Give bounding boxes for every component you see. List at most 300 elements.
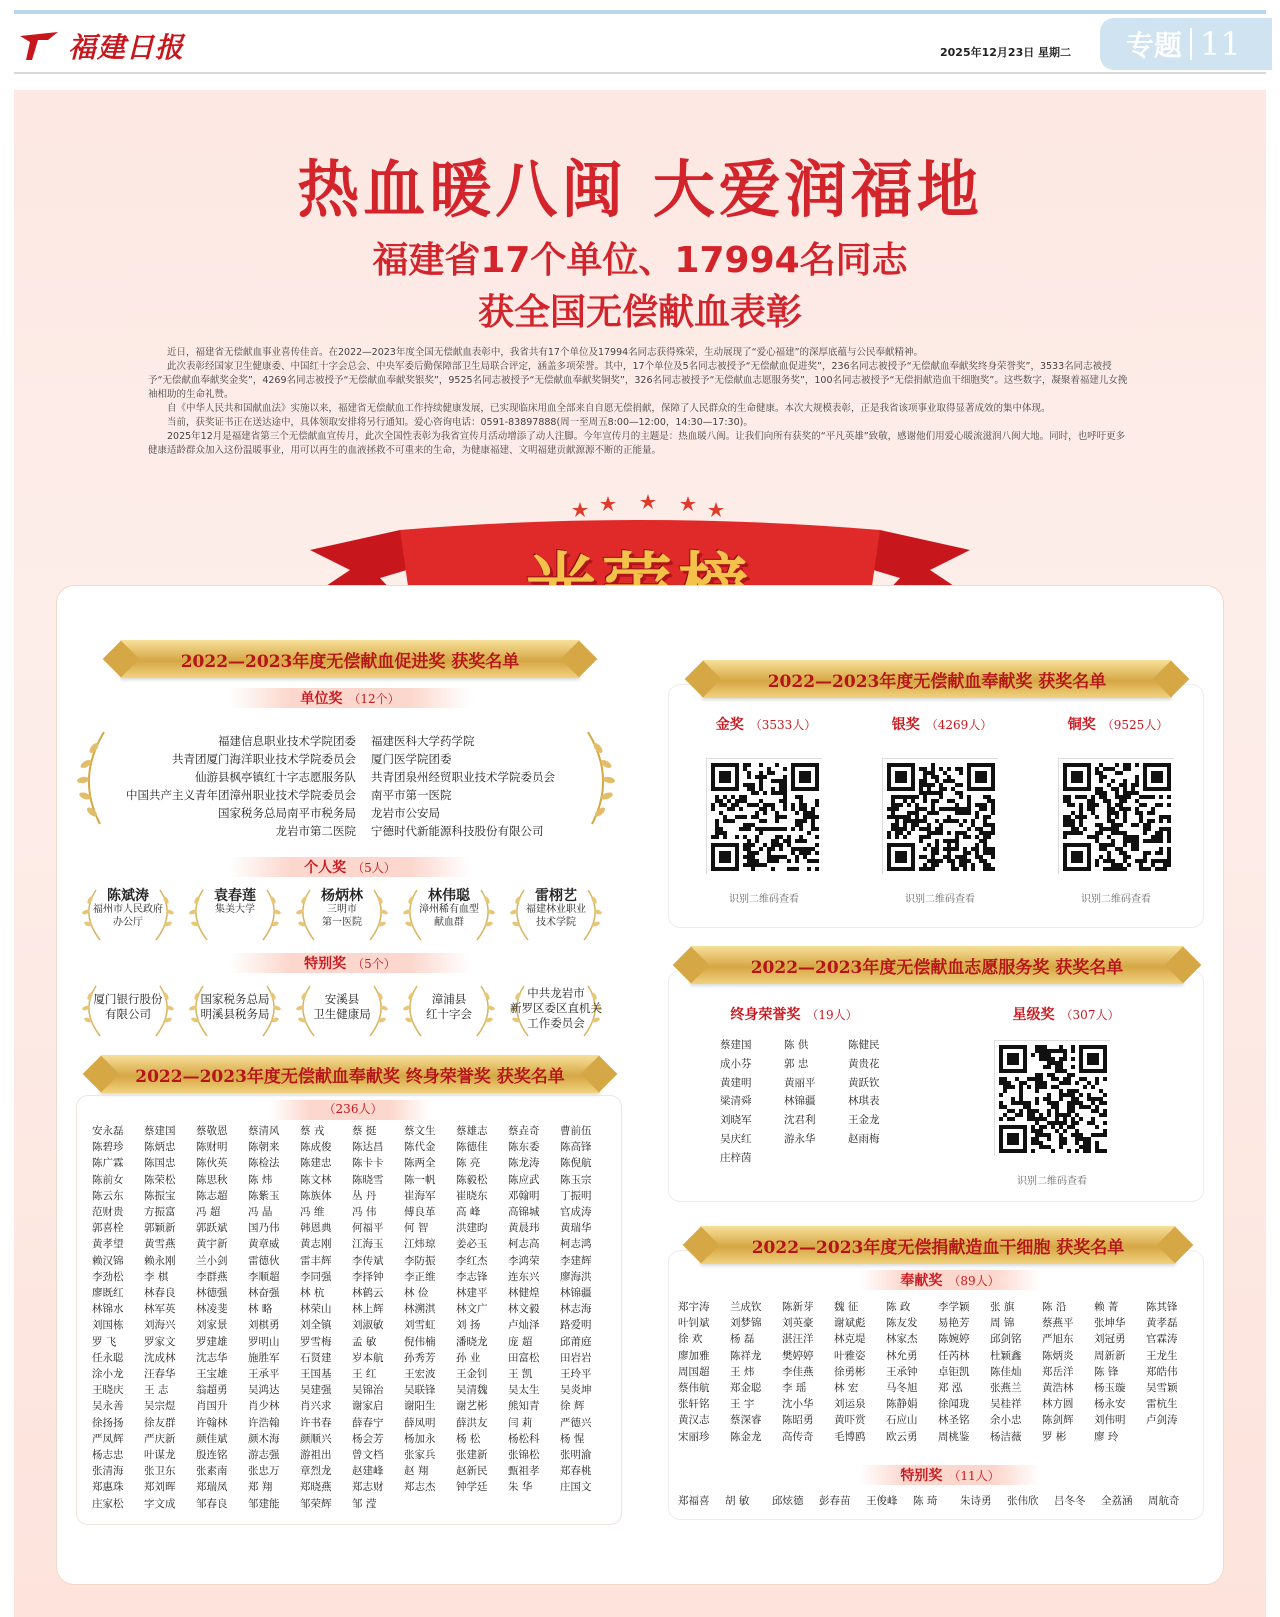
newspaper-logo (18, 26, 184, 66)
honoree-name: 徐闻珑 (938, 1398, 970, 1411)
honoree-name: 翁超勇 (196, 1384, 228, 1397)
honoree-name: 游志强 (248, 1449, 280, 1462)
honoree-name: 赵 翔 (404, 1465, 429, 1478)
honoree-name: 张轩铭 (678, 1398, 710, 1411)
honoree-name: 李佳燕 (782, 1365, 814, 1378)
honoree-name: 陈思秋 (196, 1173, 228, 1186)
honoree-name: 罗明山 (248, 1335, 280, 1348)
honoree-name: 郑晓燕 (300, 1481, 332, 1494)
honoree-name: 蔡建国 (720, 1039, 752, 1051)
honoree-name: 冯 伟 (352, 1206, 377, 1219)
honoree-name: 许浩翰 (248, 1416, 280, 1429)
honoree-name: 范财贵 (92, 1206, 124, 1219)
honoree-name: 田富松 (508, 1351, 540, 1364)
special-award-line: 国家税务总局 (200, 992, 270, 1006)
silver-award-count: （4269人） (925, 718, 993, 732)
honoree-name: 周国超 (678, 1365, 710, 1378)
honoree-name: 黄瑞华 (560, 1222, 592, 1235)
unit-award-item: 龙岩市第二医院 (275, 824, 356, 838)
gold-award-qr-code[interactable] (706, 758, 822, 874)
lifetime-honor-count: （236人） (323, 1102, 383, 1116)
honoree-name: 陈荣松 (144, 1173, 176, 1186)
intro-paragraph: 当前，获奖证书正在送达途中，具体领取安排将另行通知。爱心咨询电话：0591-83897888(周一至周五8:00—12:00，14:30—17:30)。 (167, 417, 753, 428)
honoree-name: 陈佳灿 (990, 1365, 1022, 1378)
unit-award-count: （12个） (348, 692, 400, 706)
awardee-name: 陈斌涛 (107, 888, 149, 904)
honoree-name: 石应山 (886, 1414, 918, 1427)
honoree-name: 陈毅松 (456, 1173, 488, 1186)
honoree-name: 丁振明 (560, 1189, 592, 1202)
silver-award-title (862, 714, 1022, 734)
honoree-name: 陈静娟 (886, 1398, 918, 1411)
personal-award-item (292, 884, 392, 944)
honoree-name: 郑宇涛 (678, 1301, 710, 1313)
honoree-name: 林锦疆 (784, 1095, 816, 1108)
honoree-name: 陈财明 (196, 1141, 228, 1154)
gold-award-title (686, 714, 846, 734)
intro-paragraph: 自《中华人民共和国献血法》实施以来，福建省无偿献血工作持续健康发展，已实现临床用血全部来自自愿无偿捐献，保障了人民群众的生命健康。本次大规模表彰，正是我省该项事业取得显著成效的集中体现。 (167, 403, 1051, 414)
awardee-org: 漳州稀有血型 (419, 904, 479, 915)
honoree-name: 杨永安 (1094, 1398, 1126, 1411)
qr-code-icon (883, 759, 999, 875)
honoree-name: 柯志鸿 (560, 1238, 592, 1251)
volunteer-lifetime-count: （19人） (806, 1008, 858, 1022)
honoree-name: 殷连铭 (196, 1449, 228, 1462)
honoree-name: 刘英豪 (782, 1317, 814, 1330)
awardee-org: 献血群 (434, 917, 464, 928)
page-number: 11 (1200, 25, 1241, 63)
honoree-name: 陈族体 (300, 1189, 332, 1202)
honoree-name: 徐友群 (144, 1416, 176, 1429)
honoree-name: 林文广 (456, 1303, 488, 1316)
honoree-name: 吴联锋 (404, 1384, 436, 1397)
honoree-name: 曾文档 (352, 1449, 384, 1462)
honoree-name: 冯 晶 (248, 1206, 273, 1219)
stemcell-dedication-count: （89人） (948, 1274, 1000, 1288)
honoree-name: 成小芬 (720, 1057, 752, 1070)
honoree-name: 冯 维 (300, 1206, 325, 1219)
honoree-name: 邹建能 (248, 1497, 280, 1510)
honoree-name: 陈新芽 (782, 1301, 814, 1313)
honoree-name: 杨洁薇 (990, 1430, 1022, 1443)
honoree-name: 王宝雄 (196, 1368, 228, 1381)
honoree-name: 江海玉 (352, 1238, 384, 1251)
honoree-name: 吴锦治 (352, 1384, 384, 1397)
unit-award-label: 单位奖 (300, 691, 343, 707)
honoree-name: 林克堤 (834, 1333, 866, 1346)
honoree-name: 郑惠珠 (92, 1481, 124, 1494)
honoree-name: 刘运泉 (834, 1398, 866, 1411)
honoree-name: 刘海兴 (144, 1319, 176, 1332)
honoree-name: 国乃伟 (248, 1222, 280, 1235)
honoree-name: 肖兴求 (300, 1400, 332, 1413)
honoree-name: 雷杭生 (1146, 1398, 1178, 1411)
unit-award-item: 国家税务总局南平市税务局 (218, 806, 356, 820)
honoree-name: 蔡燕平 (1042, 1317, 1074, 1330)
honoree-name: 肖少林 (248, 1400, 280, 1413)
honoree-name: 杨 惺 (560, 1432, 585, 1445)
honoree-name: 陈其锋 (1146, 1301, 1178, 1313)
bronze-award-qr-code[interactable] (1058, 758, 1174, 874)
honoree-name: 黄志刚 (300, 1238, 332, 1251)
honoree-name: 谢艺彬 (456, 1400, 488, 1413)
special-award-item (506, 980, 606, 1040)
honoree-name: 岁本航 (352, 1351, 384, 1364)
honoree-name: 孟 敏 (352, 1335, 377, 1348)
honoree-name: 张素南 (196, 1465, 228, 1478)
special-award-item (78, 980, 178, 1040)
awardee-name: 雷栩艺 (535, 888, 577, 904)
honoree-name: 梁清舜 (720, 1095, 752, 1108)
personal-award-label: 个人奖 (304, 860, 347, 876)
heading-text: 2022—2023年度无偿献血奉献奖 终身荣誉奖 获奖名单 (135, 1066, 565, 1087)
honoree-name: 刘冠勇 (1094, 1333, 1126, 1346)
honoree-name: 崔晓东 (456, 1189, 488, 1202)
unit-award-item: 福建信息职业技术学院团委 (218, 734, 356, 748)
honoree-name: 李学颖 (938, 1301, 970, 1313)
heading-text: 2022—2023年度无偿献血促进奖 获奖名单 (180, 651, 520, 672)
section-label: 专题 (1126, 29, 1183, 62)
honoree-name: 罗家文 (144, 1335, 176, 1348)
dedication-award-heading (702, 660, 1172, 698)
honoree-name: 湛汪洋 (782, 1333, 814, 1346)
honoree-name: 安永磊 (92, 1125, 124, 1137)
honoree-name: 叶谋龙 (144, 1449, 176, 1462)
honoree-name: 薛春宁 (352, 1416, 384, 1429)
honoree-name: 林建平 (456, 1287, 488, 1300)
awardee-org: 三明市 (327, 904, 357, 915)
silver-award-qr-code[interactable] (882, 758, 998, 874)
honoree-name: 林文毅 (508, 1303, 540, 1316)
honoree-name: 张家兵 (404, 1449, 436, 1462)
special-award-line: 工作委员会 (527, 1016, 585, 1030)
honoree-name: 张燕兰 (990, 1382, 1022, 1395)
honoree-name: 路爱明 (560, 1319, 592, 1332)
volunteer-star-title (976, 1004, 1156, 1024)
honoree-name: 江炜琼 (404, 1238, 436, 1251)
honoree-name: 颜顺兴 (300, 1432, 332, 1445)
honoree-name: 郑瑞凤 (196, 1481, 228, 1494)
honoree-name: 李 瑶 (782, 1382, 807, 1395)
honoree-name: 庄家松 (92, 1497, 124, 1510)
honoree-name: 郑金聪 (730, 1382, 762, 1395)
unit-award-item: 仙游县枫亭镇红十字志愿服务队 (195, 770, 356, 784)
qr-code-icon (995, 1041, 1111, 1157)
honoree-name: 周 锦 (990, 1317, 1015, 1330)
honoree-name: 廖 玲 (1094, 1430, 1119, 1443)
honoree-name: 王承钟 (886, 1365, 918, 1378)
promotion-award-heading (120, 640, 580, 678)
honoree-name: 杨 磊 (730, 1333, 755, 1346)
honoree-name: 黄孝磊 (1146, 1317, 1178, 1330)
honoree-name: 陈剑辉 (1042, 1414, 1074, 1427)
honoree-name: 颜佳斌 (196, 1432, 228, 1445)
honoree-name: 郑 翔 (248, 1481, 273, 1494)
honoree-name: 王金钊 (456, 1368, 488, 1381)
honoree-name: 王 凯 (508, 1368, 533, 1381)
volunteer-lifetime-names (720, 1036, 930, 1168)
honoree-name: 薛洪友 (456, 1416, 488, 1429)
honoree-name: 杨 松 (456, 1432, 481, 1445)
special-award-label: 特别奖 (304, 956, 347, 972)
honoree-name: 刘全镇 (300, 1319, 332, 1332)
unit-award-item: 中国共产主义青年团漳州职业技术学院委员会 (126, 788, 356, 802)
honoree-name: 林锦疆 (560, 1287, 592, 1300)
honoree-name: 罗 飞 (92, 1335, 117, 1348)
honoree-name: 严凤辉 (92, 1432, 124, 1445)
honoree-name: 陈健民 (848, 1039, 880, 1051)
honoree-name: 宋丽珍 (678, 1430, 710, 1443)
personal-award-item (78, 884, 178, 944)
honoree-name: 杨松科 (508, 1432, 540, 1445)
honoree-name: 欧云勇 (886, 1430, 918, 1443)
honoree-name: 李防振 (404, 1254, 436, 1267)
honoree-name: 熊知青 (508, 1400, 540, 1413)
honoree-name: 黄雪燕 (144, 1238, 176, 1251)
honoree-name: 彭春苗 (819, 1495, 851, 1507)
awardee-name: 袁春莲 (214, 888, 256, 904)
honoree-name: 李劲松 (92, 1270, 124, 1283)
honoree-name: 陈金龙 (730, 1430, 762, 1443)
honoree-name: 林 宏 (834, 1382, 859, 1395)
honoree-name: 丛 丹 (352, 1189, 377, 1202)
honoree-name: 任芮林 (938, 1349, 970, 1362)
bronze-award-title (1038, 714, 1198, 734)
honoree-name: 许书春 (300, 1416, 332, 1429)
silver-qr-caption: 识别二维码查看 (905, 894, 975, 905)
honoree-name: 周桃鉴 (938, 1430, 970, 1443)
honoree-name: 何 智 (404, 1222, 429, 1235)
volunteer-star-qr-code[interactable] (994, 1040, 1110, 1156)
honoree-name: 谢斌彪 (834, 1317, 866, 1330)
honoree-name: 李建辉 (560, 1254, 592, 1267)
awardee-org: 集美大学 (215, 904, 255, 915)
logo-mark-icon (18, 28, 62, 64)
honoree-name: 官成涛 (560, 1206, 592, 1219)
honoree-name: 张锦松 (508, 1449, 540, 1462)
awardee-name: 杨炳林 (321, 888, 363, 904)
personal-award-item (506, 884, 606, 944)
honoree-name: 吴炎坤 (560, 1384, 592, 1397)
honoree-name: 倪伟楠 (404, 1335, 436, 1348)
honoree-name: 邹 滢 (352, 1497, 377, 1510)
honoree-name: 陈志超 (196, 1189, 228, 1202)
honoree-name: 罗雪梅 (300, 1335, 332, 1348)
special-award-line: 明溪县税务局 (200, 1007, 270, 1021)
honoree-name: 许翰林 (196, 1416, 228, 1429)
honoree-name: 邱剑铭 (990, 1333, 1022, 1346)
honoree-name: 沈成林 (144, 1351, 176, 1364)
unit-award-item: 共青团泉州经贸职业技术学院委员会 (371, 770, 555, 784)
honoree-name: 张卫东 (144, 1465, 176, 1478)
honoree-name: 颜木海 (248, 1432, 280, 1445)
issue-date: 2025年12月23日 星期二 (940, 46, 1072, 59)
silver-award-label: 银奖 (891, 717, 920, 733)
volunteer-star-label: 星级奖 (1012, 1007, 1055, 1023)
honoree-name: 陈倪航 (560, 1157, 592, 1170)
honoree-name: 孙 业 (456, 1351, 481, 1364)
honoree-name: 章烈龙 (300, 1465, 332, 1478)
special-award-line: 红十字会 (426, 1007, 472, 1021)
honoree-name: 林春良 (144, 1287, 176, 1300)
honoree-name: 蔡 戎 (300, 1125, 325, 1137)
honoree-name: 王国基 (300, 1368, 332, 1381)
honoree-name: 陈德佳 (456, 1141, 488, 1154)
honoree-name: 郭跃斌 (196, 1222, 228, 1235)
honoree-name: 徐扬扬 (92, 1416, 124, 1429)
section-separator (1190, 28, 1192, 60)
honoree-name: 闫 莉 (508, 1416, 533, 1429)
stemcell-dedication-title (860, 1270, 1040, 1290)
personal-award-item (185, 884, 285, 944)
honoree-name: 朱诗勇 (960, 1495, 992, 1507)
honoree-name: 罗建雄 (196, 1335, 228, 1348)
honoree-name: 施胜军 (248, 1351, 280, 1364)
honoree-name: 郭喜栓 (92, 1222, 124, 1235)
honoree-name: 陈祥龙 (730, 1349, 762, 1362)
honoree-name: 庄梓茵 (720, 1151, 752, 1164)
honoree-name: 刘梦锦 (730, 1317, 762, 1330)
awardee-org: 福州市人民政府 (93, 904, 163, 915)
honoree-name: 张建新 (456, 1449, 488, 1462)
honoree-name: 王 宇 (730, 1398, 755, 1411)
honoree-name: 钟学廷 (456, 1481, 488, 1494)
honoree-name: 郑福喜 (678, 1495, 710, 1507)
honoree-name: 廖既红 (92, 1287, 124, 1300)
special-award-line: 安溪县 (324, 992, 360, 1006)
awardee-org: 技术学院 (536, 917, 576, 928)
heading-text: 2022—2023年度无偿捐献造血干细胞 获奖名单 (751, 1237, 1125, 1258)
honoree-name: 王俊峰 (866, 1495, 898, 1507)
honoree-name: 沈君利 (784, 1114, 816, 1127)
honoree-name: 赵雨梅 (848, 1132, 880, 1145)
honoree-name: 谢家启 (352, 1400, 384, 1413)
honoree-name: 刘淑敏 (352, 1319, 384, 1332)
honoree-name: 潘晓龙 (456, 1335, 488, 1348)
honoree-name: 高 峰 (456, 1206, 481, 1219)
honoree-name: 沈志华 (196, 1351, 228, 1364)
honoree-name: 林 略 (248, 1303, 273, 1316)
honoree-name: 崔海军 (404, 1189, 436, 1202)
honoree-name: 王承平 (248, 1368, 280, 1381)
honoree-name: 黄浩林 (1042, 1382, 1074, 1395)
volunteer-qr-caption: 识别二维码查看 (1017, 1176, 1087, 1187)
honoree-name: 王晓庆 (92, 1384, 124, 1397)
honoree-name: 陈 亮 (456, 1157, 481, 1170)
honoree-name: 谢阳生 (404, 1400, 436, 1413)
honoree-name: 严庆新 (144, 1432, 176, 1445)
honoree-name: 陈一帆 (404, 1173, 436, 1186)
honoree-name: 李群燕 (196, 1270, 228, 1283)
heading-text: 2022—2023年度无偿献血奉献奖 获奖名单 (767, 671, 1107, 692)
honoree-name: 兰小剑 (196, 1254, 228, 1267)
honoree-name: 罗 彬 (1042, 1430, 1067, 1443)
honoree-name: 郑志财 (352, 1481, 384, 1494)
unit-award-item: 厦门医学院团委 (371, 752, 452, 766)
honoree-name: 张 旗 (990, 1301, 1015, 1313)
honoree-name: 陈龙涛 (508, 1157, 540, 1170)
honoree-name: 洪建昀 (456, 1222, 488, 1235)
subtitle-line-2: 获全国无偿献血表彰 (477, 292, 802, 333)
volunteer-star-count: （307人） (1060, 1008, 1120, 1022)
honoree-name: 郑志杰 (404, 1481, 436, 1494)
honoree-name: 蔡垚奇 (508, 1125, 540, 1137)
bronze-award-label: 铜奖 (1067, 717, 1096, 733)
honoree-name: 吴桂祥 (990, 1398, 1022, 1411)
honoree-name: 韩恩典 (300, 1222, 332, 1235)
honoree-name: 陈两全 (404, 1157, 436, 1170)
awardee-name: 林伟聪 (428, 888, 470, 904)
honoree-name: 陈 琦 (913, 1495, 938, 1507)
honoree-name: 张清海 (92, 1465, 124, 1478)
honoree-name: 王 志 (144, 1384, 169, 1397)
honoree-name: 徐勇彬 (834, 1365, 866, 1378)
honoree-name: 薛凤明 (404, 1416, 436, 1429)
honoree-name: 吴宗煜 (144, 1400, 176, 1413)
honoree-name: 沈小华 (782, 1398, 814, 1411)
honoree-name: 郭颖新 (144, 1222, 176, 1235)
honoree-name: 蔡建国 (144, 1125, 176, 1137)
honoree-name: 徐 欢 (678, 1333, 703, 1346)
stemcell-award-heading (700, 1226, 1176, 1264)
honoree-name: 林德强 (196, 1287, 228, 1300)
gold-award-count: （3533人） (749, 718, 817, 732)
stemcell-special-label: 特别奖 (900, 1468, 943, 1484)
honoree-name: 蔡文生 (404, 1125, 436, 1137)
honoree-name: 肖国升 (196, 1400, 228, 1413)
honoree-name: 李鸿荣 (508, 1254, 540, 1267)
honoree-name: 严旭东 (1042, 1333, 1074, 1346)
honoree-name: 毛博鸥 (834, 1430, 866, 1443)
honoree-name: 廖海洪 (560, 1270, 592, 1283)
honoree-name: 王龙生 (1146, 1349, 1178, 1362)
honoree-name: 陈东委 (508, 1141, 540, 1154)
page-header (0, 0, 1280, 90)
honoree-name: 陈检法 (248, 1157, 280, 1170)
honoree-name: 林凌斐 (196, 1303, 228, 1316)
honoree-name: 雷丰辉 (300, 1254, 332, 1267)
honoree-name: 王玲平 (560, 1368, 592, 1381)
honoree-name: 严德兴 (560, 1416, 592, 1429)
honoree-name: 王金龙 (848, 1114, 880, 1127)
honoree-name: 叶雅姿 (834, 1349, 866, 1362)
honoree-name: 郑春桃 (560, 1465, 592, 1478)
honoree-name: 周新新 (1094, 1349, 1126, 1362)
honoree-name: 陈紫玉 (248, 1189, 280, 1202)
honoree-name: 王 红 (352, 1368, 377, 1381)
honoree-name: 张坤华 (1094, 1317, 1126, 1330)
honoree-name: 陈成俊 (300, 1141, 332, 1154)
honoree-name: 陈云东 (92, 1189, 124, 1202)
honoree-name: 高传奇 (782, 1430, 814, 1443)
honoree-name: 李传斌 (352, 1254, 384, 1267)
honoree-name: 吴庆红 (720, 1132, 752, 1145)
volunteer-lifetime-label: 终身荣誉奖 (730, 1007, 801, 1023)
honoree-name: 刘家景 (196, 1319, 228, 1332)
honoree-name: 陈文林 (300, 1173, 332, 1186)
qr-code-icon (707, 759, 823, 875)
honoree-name: 林上辉 (352, 1303, 384, 1316)
volunteer-lifetime-title (704, 1004, 884, 1024)
stemcell-special-count: （11人） (948, 1469, 1000, 1483)
honoree-name: 赵建峰 (352, 1465, 384, 1478)
main-title: 热血暖八闽 大爱润福地 (297, 153, 983, 226)
honoree-name: 卢剑涛 (1146, 1414, 1178, 1427)
honoree-name: 高锦城 (508, 1206, 540, 1219)
honoree-name: 卢灿泽 (508, 1319, 540, 1332)
honoree-name: 张明渝 (560, 1449, 592, 1462)
header-top-line (14, 10, 1266, 14)
